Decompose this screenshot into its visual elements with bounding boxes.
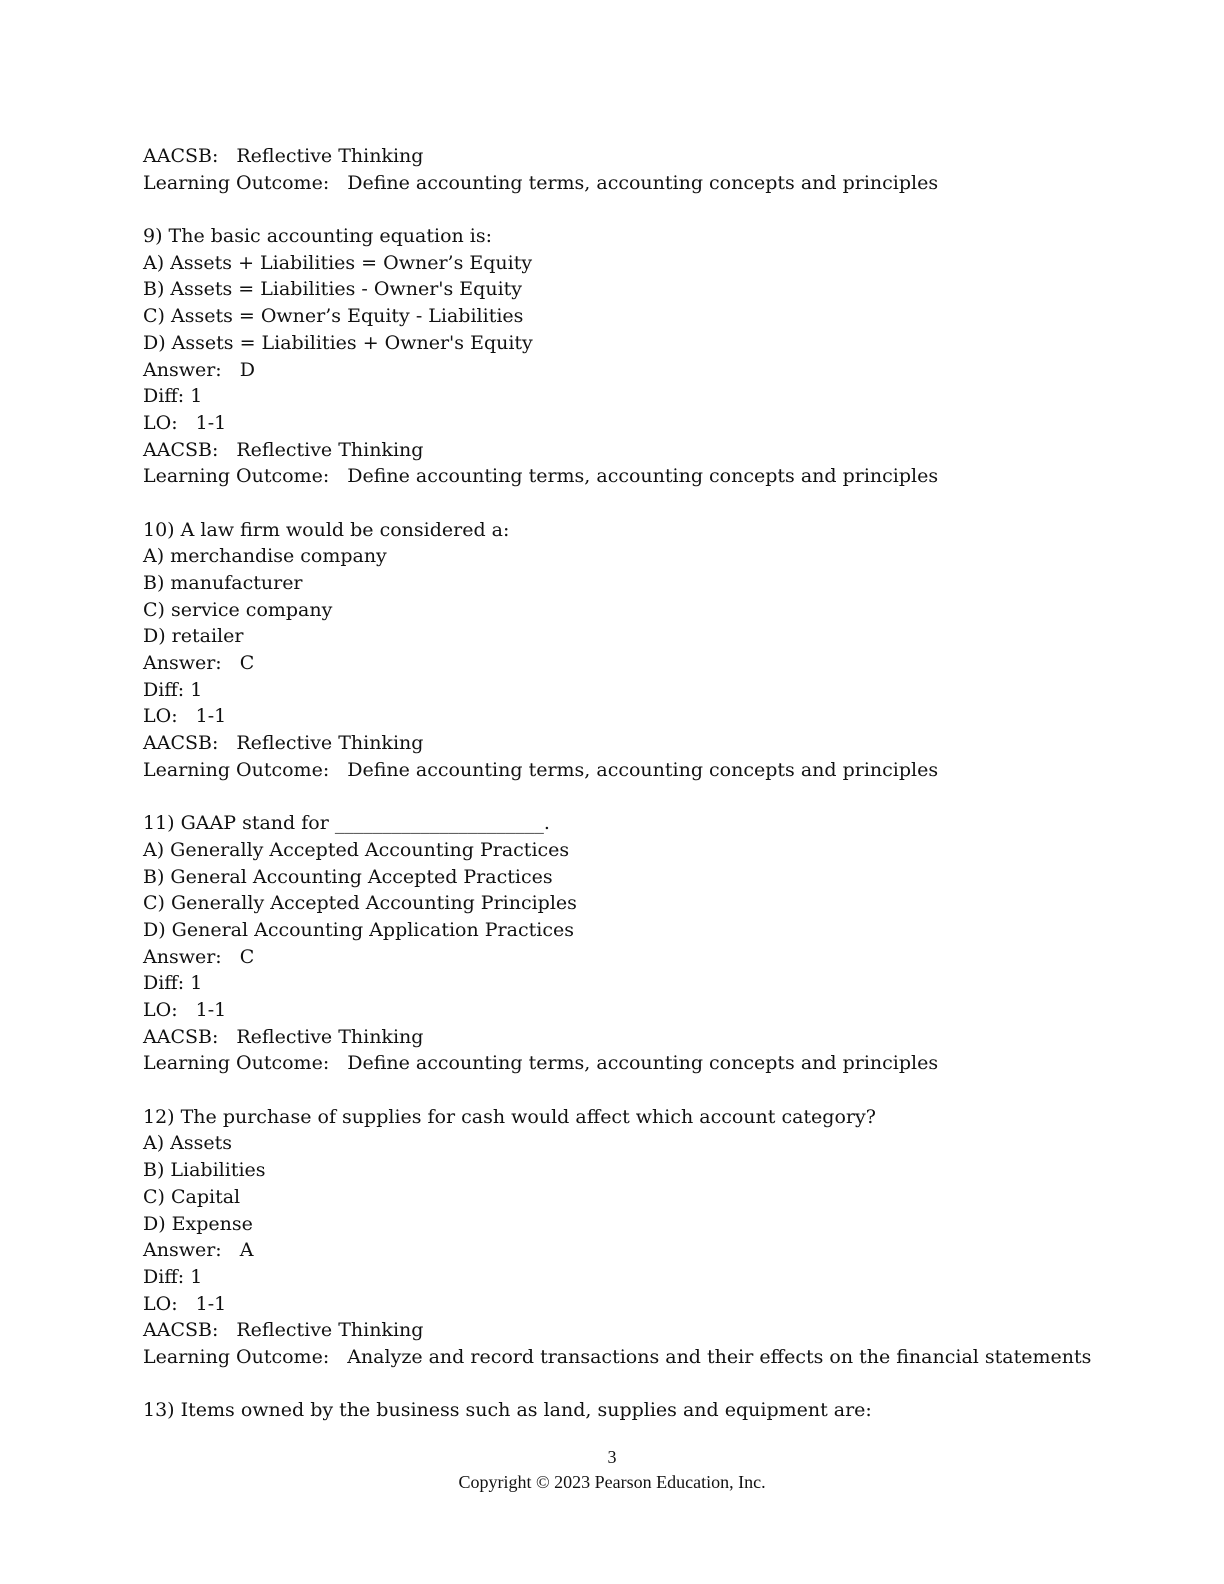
answer-option: D) retailer — [143, 625, 244, 648]
lo-line — [143, 410, 1143, 437]
answer-option: A) Assets + Liabilities = Owner’s Equity — [143, 251, 533, 274]
answer-option: C) Assets = Owner’s Equity - Liabilities — [143, 305, 524, 328]
learning-outcome-label: Learning Outcome: — [143, 1345, 330, 1368]
answer-label: Answer: — [143, 945, 222, 968]
answer-label: Answer: — [143, 1239, 222, 1262]
lo-label: LO: — [143, 999, 178, 1021]
learning-outcome-value: Define accounting terms, accounting concepts and principles — [347, 171, 939, 194]
answer-option: B) manufacturer — [143, 572, 303, 594]
answer-option: C) Generally Accepted Accounting Principles — [143, 892, 577, 915]
answer-label: Answer: — [143, 652, 222, 675]
aacsb-value: Reflective Thinking — [236, 732, 424, 755]
learning-outcome-label: Learning Outcome: — [143, 758, 330, 781]
question-stem: 11) GAAP stand for ______________________. — [143, 812, 550, 835]
aacsb-value: Reflective Thinking — [236, 145, 424, 167]
answer-option: A) merchandise company — [143, 545, 387, 568]
lo-value: 1-1 — [195, 411, 227, 434]
lo-line — [143, 703, 1143, 730]
answer-option: A) Assets — [143, 1132, 233, 1155]
question-block — [143, 1104, 1143, 1371]
answer-line — [143, 357, 1143, 384]
learning-outcome-value: Analyze and record transactions and their effects on the financial statements — [347, 1345, 1092, 1368]
difficulty-line: Diff: 1 — [143, 972, 203, 995]
question-block — [143, 810, 1143, 1077]
question-stem: 10) A law firm would be considered a: — [143, 518, 510, 541]
answer-option: D) General Accounting Application Practices — [143, 918, 574, 941]
lo-value: 1-1 — [195, 705, 227, 728]
question-stem: 9) The basic accounting equation is: — [143, 225, 493, 248]
aacsb-label: AACSB: — [143, 1025, 219, 1048]
answer-option: C) Capital — [143, 1185, 241, 1208]
lo-label: LO: — [143, 1292, 178, 1315]
answer-option: D) Expense — [143, 1212, 253, 1235]
learning-outcome-value: Define accounting terms, accounting concepts and principles — [347, 465, 939, 488]
answer-option: B) Assets = Liabilities - Owner's Equity — [143, 278, 523, 301]
difficulty-line: Diff: 1 — [143, 385, 203, 408]
answer-label: Answer: — [143, 358, 222, 381]
learning-outcome-line — [143, 170, 1143, 197]
answer-value: D — [239, 358, 255, 381]
page-number: 3 — [607, 1447, 617, 1467]
answer-value: C — [239, 652, 255, 675]
learning-outcome-line — [143, 463, 1143, 490]
lo-line — [143, 997, 1143, 1024]
aacsb-label: AACSB: — [143, 438, 219, 461]
lo-line — [143, 1291, 1143, 1318]
learning-outcome-value: Define accounting terms, accounting concepts and principles — [347, 758, 939, 781]
learning-outcome-line — [143, 1344, 1143, 1371]
question-stem: 13) Items owned by the business such as land, supplies and equipment are: — [143, 1399, 872, 1422]
aacsb-label: AACSB: — [143, 732, 219, 755]
difficulty-line: Diff: 1 — [143, 1265, 203, 1288]
question-stem: 12) The purchase of supplies for cash would affect which account category? — [143, 1105, 876, 1128]
aacsb-value: Reflective Thinking — [236, 438, 424, 461]
answer-line — [143, 650, 1143, 677]
question-block — [143, 517, 1143, 784]
aacsb-value: Reflective Thinking — [236, 1319, 424, 1342]
aacsb-line — [143, 1317, 1143, 1344]
aacsb-line — [143, 143, 1143, 170]
difficulty-line: Diff: 1 — [143, 678, 203, 701]
copyright-notice: Copyright © 2023 Pearson Education, Inc. — [458, 1472, 766, 1492]
answer-value: C — [239, 945, 255, 968]
lo-label: LO: — [143, 411, 178, 434]
answer-option: D) Assets = Liabilities + Owner's Equity — [143, 331, 533, 354]
aacsb-line — [143, 730, 1143, 757]
answer-option: C) service company — [143, 598, 333, 621]
learning-outcome-label: Learning Outcome: — [143, 171, 330, 194]
answer-line — [143, 944, 1143, 971]
answer-value: A — [239, 1239, 254, 1262]
lo-value: 1-1 — [195, 999, 227, 1021]
lo-value: 1-1 — [195, 1292, 227, 1315]
answer-option: B) Liabilities — [143, 1159, 266, 1182]
answer-option: A) Generally Accepted Accounting Practices — [143, 838, 570, 861]
learning-outcome-line — [143, 1050, 1143, 1077]
answer-option: B) General Accounting Accepted Practices — [143, 865, 553, 888]
aacsb-value: Reflective Thinking — [236, 1025, 424, 1048]
lo-label: LO: — [143, 705, 178, 728]
learning-outcome-line — [143, 757, 1143, 784]
aacsb-label: AACSB: — [143, 145, 219, 167]
page-content — [143, 143, 1143, 1424]
aacsb-label: AACSB: — [143, 1319, 219, 1342]
question-block — [143, 223, 1143, 490]
answer-line — [143, 1237, 1143, 1264]
learning-outcome-value: Define accounting terms, accounting concepts and principles — [347, 1052, 939, 1075]
learning-outcome-label: Learning Outcome: — [143, 1052, 330, 1075]
aacsb-line — [143, 1024, 1143, 1051]
learning-outcome-label: Learning Outcome: — [143, 465, 330, 488]
aacsb-line — [143, 437, 1143, 464]
